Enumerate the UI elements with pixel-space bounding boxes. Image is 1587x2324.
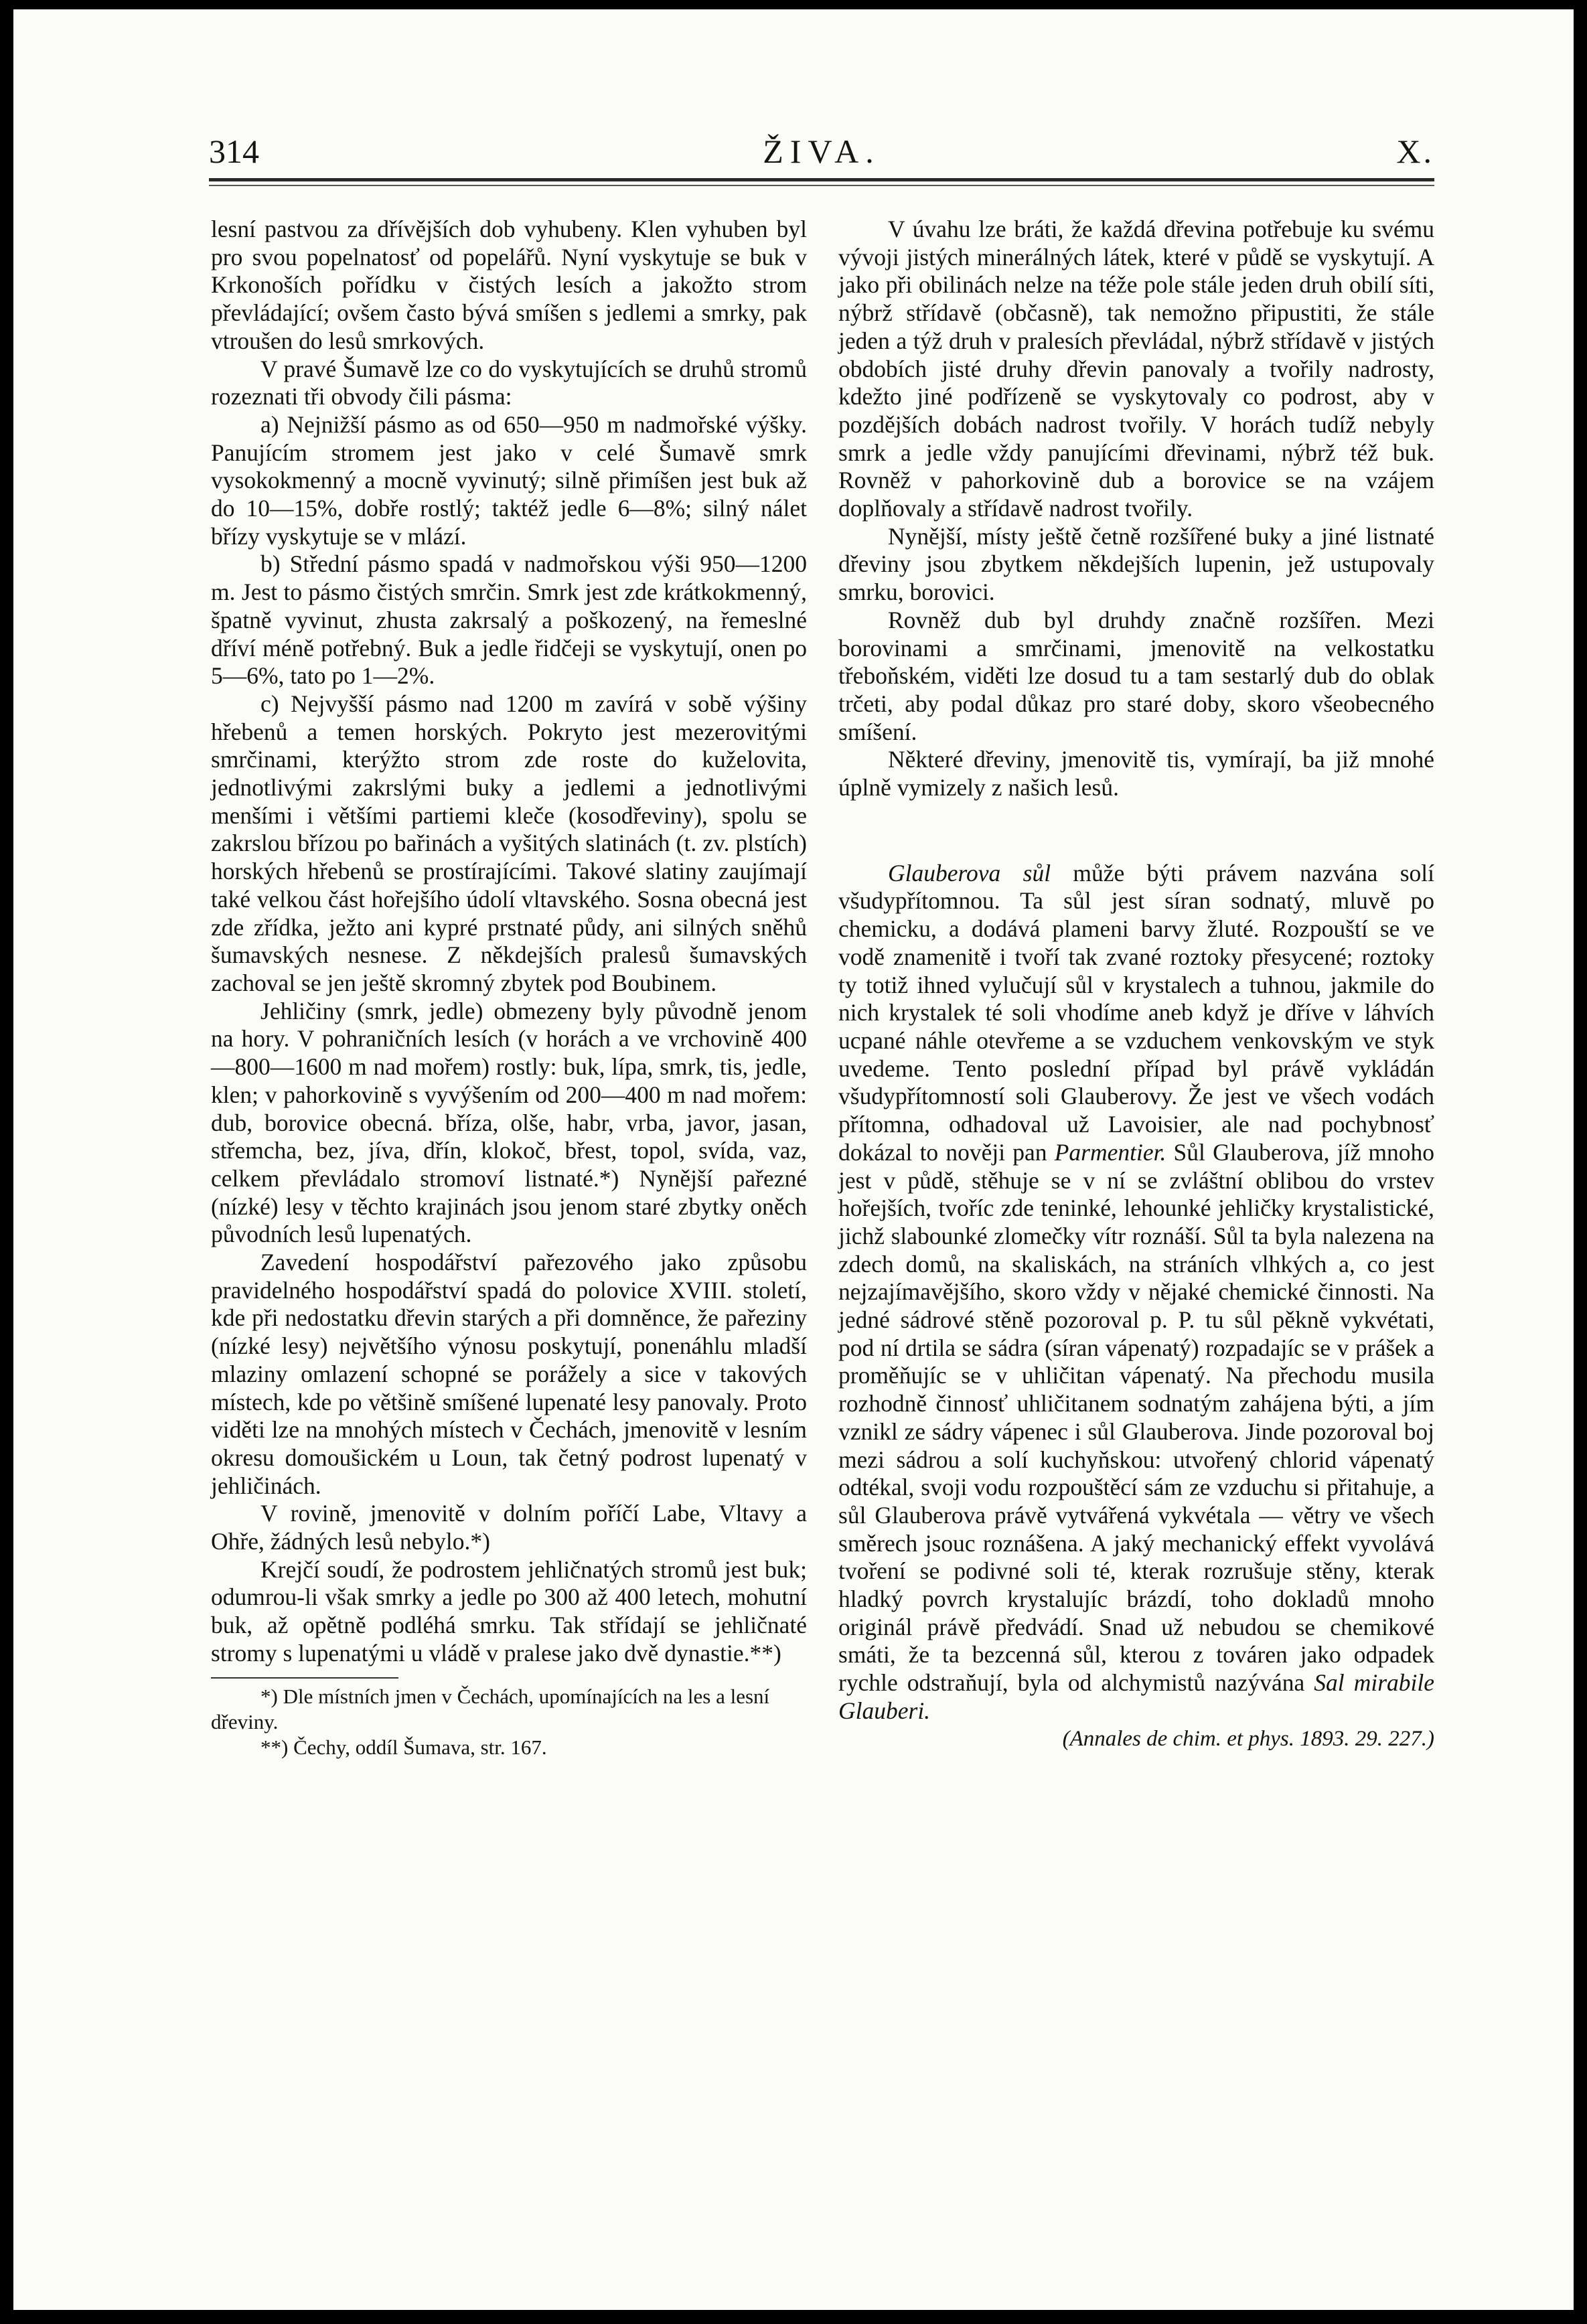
article-text: může býti právem nazvána solí všudypřítomnou. Ta sůl jest síran sodnatý, mluvě po chemicku, a dodává plameni barvy žluté. Rozpouští se ve vodě znamenitě i tvoří tak zvané roztoky přesycené; roztoky ty totiž ihned vylučují sůl v krystalech a tuhnou, jakmile do nich krystalek té soli vhodíme aneb když je dříve v láhvích ucpané náhle otevřeme a se vzduchem venkovským ve styk uvedeme. Tento poslední případ byl právě vykládán všudypřítomností soli Glauberovy. Že jest ve všech vodách přítomna, odhadoval už Lavoisier, ale nad pochybnosť dokázal to nověji pan bbox=[838, 859, 1434, 1166]
latin-name: Sal mirabile Glauberi. bbox=[838, 1669, 1434, 1724]
paragraph: Jehličiny (smrk, jedle) obmezeny byly původně jenom na hory. V pohraničních lesích (v horách a ve vrchovině 400—800—1600 m nad mořem) rostly: buk, lípa, smrk, tis, jedle, klen; v pahorkovině s vyvýšením od 200—400 m nad mořem: dub, borovice obecná. bříza, olše, habr, vrba, javor, jasan, střemcha, bez, jíva, dřín, klokoč, břest, topol, svída, vaz, celkem převládalo stromoví listnaté.*) Nynější pařezné (nízké) lesy v těchto krajinách jsou jenom staré zbytky oněch původních lesů lupenatých. bbox=[211, 997, 807, 1248]
article-text: Sůl Glauberova, jíž mnoho jest v půdě, stěhuje se v ní se zvláštní oblibou do vrstev hořejších, tvoříc zde teninké, lehounké jehličky krystalistické, jichž slabounké zlomečky vítr roznáší. Sůl ta byla nalezena na zdech domů, na skaliskách, na stráních vlhkých a, co jest nejzajímavějšího, skoro vždy v nějaké chemické činnosti. Na jedné sádrové stěně pozoroval p. P. tu sůl pěkně vykvétati, pod ní drtila se sádra (síran vápenatý) rozpadajíc se v prášek a proměňujíc se v uhličitan vápenatý. Na přechodu musila rozhodně činnosť uhličitanem sodnatým zahájena býti, a jím vznikl ze sádry vápenec i sůl Glauberova. Jinde pozoroval boj mezi sádrou a solí kuchyňskou: utvořený chlorid vápenatý odtékal, svoji vodu rozpouštěcí sám ze vzduchu si přitahuje, a sůl Glauberova právě vytvářená vykvétala — větry ve všech směrech jsouc roznášena. A jaký mechanický effekt vyvolává tvoření se podivné soli té, kterak rozrušuje stěny, kterak hladký povrch krystalujíc brázdí, toho dokladů mnoho originál právě předvádí. Snad už nebudou se chemikové smáti, že ta bezcenná sůl, kterou z továren jako odpadek rychle odstraňují, byla od alchymistů nazývána bbox=[838, 1138, 1434, 1697]
paragraph: lesní pastvou za dřívějších dob vyhubeny. Klen vyhuben byl pro svou popelnatosť od popelářů. Nyní vyskytuje se buk v Krkonoších pořídku v čistých lesích a jakožto strom převládající; ovšem často bývá smíšen s jedlemi a smrky, pak vtroušen do lesů smrkových. bbox=[211, 216, 807, 354]
left-column bbox=[211, 216, 807, 1760]
paragraph: b) Střední pásmo spadá v nadmořskou výši 950—1200 m. Jest to pásmo čistých smrčin. Smrk jest zde krátkokmenný, špatně vyvinut, zhusta zakrsalý a poškozený, na řemeslné dříví méně potřebný. Buk a jedle řidčeji se vyskytují, onen po 5—6%, tato po 1—2%. bbox=[211, 550, 807, 690]
paragraph: Některé dřeviny, jmenovitě tis, vymírají, ba již mnohé úplně vymizely z našich lesů. bbox=[838, 746, 1434, 801]
journal-title: ŽIVA. bbox=[763, 133, 881, 170]
footnote: *) Dle místních jmen v Čechách, upomínajících na les a lesní dřeviny. bbox=[211, 1684, 770, 1733]
paragraph: Zavedení hospodářství pařezového jako způsobu pravidelného hospodářství spadá do polovice XVIII. století, kde při nedostatku dřevin starých a při domněnce, že pařeziny (nízké lesy) největšího výnosu poskytují, ponenáhlu mladší mlaziny omlazení schopné se porážely a sice v takových místech, kde po většině smíšené lupenaté lesy panovaly. Proto viděti lze na mnohých místech v Čechách, jmenovitě v lesním okresu domoušickém u Loun, tak četný podrost lupenatý v jehličinách. bbox=[211, 1249, 807, 1499]
right-column bbox=[838, 216, 1434, 1753]
footnote: **) Čechy, oddíl Šumava, str. 167. bbox=[260, 1735, 547, 1759]
section-gap bbox=[838, 802, 1434, 860]
paragraph: Nynější, místy ještě četně rozšířené buky a jiné listnaté dřeviny jsou zbytkem někdejších lupenin, jež ustupovaly smrku, borovici. bbox=[838, 522, 1434, 606]
paragraph: V rovině, jmenovitě v dolním poříčí Labe, Vltavy a Ohře, žádných lesů nebylo.*) bbox=[211, 1500, 807, 1555]
header-rule-thick bbox=[209, 178, 1434, 181]
person-name: Parmentier. bbox=[1054, 1138, 1166, 1166]
paragraph: c) Nejvyšší pásmo nad 1200 m zavírá v sobě výšiny hřebenů a temen horských. Pokryto jest mezerovitými smrčinami, kterýžto strom zde roste do kuželovita, jednotlivými zakrslými buky a jedlemi a jednotlivými menšími i většími partiemi kleče (kosodřeviny), spolu se zakrslou břízou po bařinách a vyšitých slatinách (t. zv. plstích) horských hřebenů se prostírajícími. Takové slatiny zaujímají také velkou část hořejšího údolí vltavského. Sosna obecná jest zde zřídka, ježto ani kypré prstnaté půdy, ani silných sněhů šumavských nesnese. Z někdejších pralesů šumavských zachoval se jen ještě skromný zbytek pod Boubinem. bbox=[211, 690, 807, 996]
paragraph: V úvahu lze bráti, že každá dřevina potřebuje ku svému vývoji jistých minerálných látek, které v půdě se vyskytují. A jako při obilinách nelze na téže pole stále jeden druh obilí síti, nýbrž střídavě (občasně), tak nemožno připustiti, že stále jeden a týž druh v pralesích převládal, nýbrž střídavě v jistých obdobích jisté druhy dřevin panovaly a tvořily nadrosty, kdežto jiné podřízeně se vyskytovaly co podrost, aby v pozdějších dobách nadrost tvořily. V horách tudíž nebyly smrk a jedle vždy panujícími dřevinami, nýbrž též buk. Rovněž v pahorkovině dub a borovice se na vzájem doplňovaly a střídavě nadrost tvořily. bbox=[838, 216, 1434, 522]
paragraph: Krejčí soudí, že podrostem jehličnatých stromů jest buk; odumrou-li však smrky a jedle po 300 až 400 letech, mohutní buk, až opětně podléhá smrku. Tak střídají se jehličnaté stromy s lupenatými u vládě v pralese jako dvě dynastie.**) bbox=[211, 1555, 807, 1667]
paragraph: Rovněž dub byl druhdy značně rozšířen. Mezi borovinami a smrčinami, jmenovitě na velkostatku třeboňském, viděti lze dosud tu a tam sestarlý dub do oblak trčeti, aby podal důkaz pro staré doby, skoro všeobecného smíšení. bbox=[838, 606, 1434, 745]
footnote-rule bbox=[211, 1677, 398, 1679]
paragraph: a) Nejnižší pásmo as od 650—950 m nadmořské výšky. Panujícím stromem jest jako v celé Šumavě smrk vysokokmenný a mocně vyvinutý; silně přimíšen jest buk až do 10—15%, dobře rostlý; taktéž jedle 6—8%; silný nálet břízy vyskytuje se v mlází. bbox=[211, 410, 807, 550]
volume-number: X. bbox=[1396, 133, 1434, 170]
running-header bbox=[209, 120, 1434, 173]
page-number: 314 bbox=[209, 133, 259, 170]
article-title: Glauberova sůl bbox=[888, 859, 1051, 886]
scanned-page bbox=[13, 9, 1574, 2310]
glauber-article bbox=[838, 860, 1434, 1725]
paragraph: V pravé Šumavě lze co do vyskytujících se druhů stromů rozeznati tři obvody čili pásma: bbox=[211, 355, 807, 410]
article-source: (Annales de chim. et phys. 1893. 29. 227.) bbox=[1062, 1726, 1434, 1751]
header-rule-thin bbox=[209, 185, 1434, 186]
